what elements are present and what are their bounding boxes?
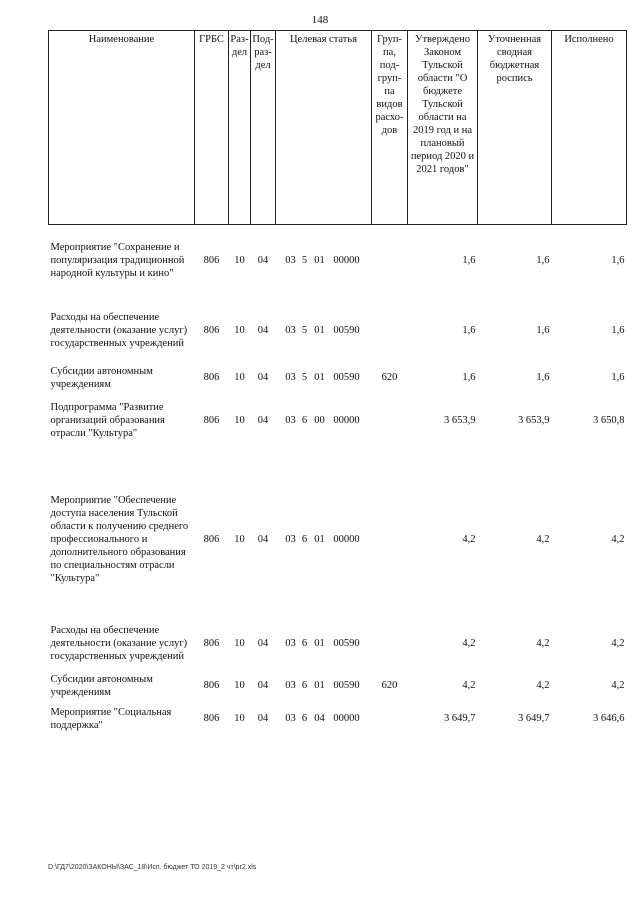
row-grbs: 806 (203, 255, 220, 267)
row-name: Подпрограмма "Развитие организаций образования отрасли "Культура" (50, 402, 165, 439)
row-utverzhdeno: 1,6 (462, 325, 476, 336)
tselevaya-part: 6 (301, 415, 308, 426)
budget-table-container (48, 30, 626, 739)
row-razdel: 10 (234, 680, 245, 691)
tselevaya-part: 5 (301, 325, 308, 336)
row-vid-rashodov (372, 225, 408, 297)
row-tselevaya (276, 673, 372, 699)
row-ispolneno: 4,2 (611, 680, 625, 691)
row-utverzhdeno: 3 649,7 (444, 713, 476, 724)
row-utverzhdeno: 4,2 (462, 638, 476, 649)
row-razdel: 10 (234, 638, 245, 649)
row-utochnennaya: 1,6 (536, 325, 550, 336)
row-razdel: 10 (234, 534, 245, 545)
table-row (49, 699, 627, 739)
table-row (49, 225, 627, 297)
tselevaya-part: 03 (285, 325, 296, 336)
row-utochnennaya: 4,2 (536, 638, 550, 649)
tselevaya-part: 00000 (333, 255, 360, 267)
row-razdel: 10 (234, 372, 245, 383)
tselevaya-part: 6 (301, 680, 308, 691)
row-podrazdel: 04 (257, 713, 269, 724)
tselevaya-part: 00590 (333, 372, 360, 383)
tselevaya-part: 5 (301, 255, 308, 267)
col-header-tselevaya: Целевая статья (276, 31, 372, 225)
row-name: Мероприятие "Сохранение и популяризация традиционной народной культуры и кино" (50, 242, 185, 280)
col-header-razdel: Раз-дел (229, 31, 251, 225)
row-razdel: 10 (234, 255, 245, 267)
row-ispolneno: 1,6 (611, 325, 625, 336)
table-row (49, 465, 627, 615)
row-grbs: 806 (203, 638, 220, 649)
tselevaya-part: 5 (301, 372, 308, 383)
row-ispolneno: 3 646,6 (593, 713, 625, 724)
row-razdel: 10 (234, 415, 245, 426)
row-utochnennaya: 3 649,7 (518, 713, 550, 724)
row-name: Расходы на обеспечение деятельности (оказание услуг) государственных учреждений (50, 312, 188, 349)
tselevaya-part: 6 (301, 713, 308, 724)
row-utverzhdeno: 4,2 (462, 534, 476, 545)
row-grbs: 806 (203, 372, 220, 383)
row-name: Мероприятие "Социальная поддержка" (50, 706, 172, 731)
row-ispolneno: 1,6 (611, 372, 625, 383)
tselevaya-part: 01 (314, 638, 325, 649)
row-spacer (49, 451, 627, 465)
row-utverzhdeno: 4,2 (462, 680, 476, 691)
tselevaya-part: 00 (314, 415, 325, 426)
row-podrazdel: 04 (257, 638, 269, 649)
tselevaya-part: 01 (314, 680, 325, 691)
tselevaya-part: 00590 (333, 325, 360, 336)
row-podrazdel: 04 (257, 255, 269, 267)
row-grbs: 806 (203, 415, 220, 426)
file-path-footer: D:\ГД7\2020\ЗАКОНЫ\ЗАС_18\Исп. бюджет ТО 2019_2 чт\pr2.xls (48, 864, 257, 871)
col-header-podrazdel: Под-раз-дел (251, 31, 276, 225)
table-row (49, 391, 627, 451)
row-utochnennaya: 3 653,9 (518, 415, 550, 426)
row-utverzhdeno: 1,6 (462, 372, 476, 383)
row-razdel: 10 (234, 325, 245, 336)
tselevaya-part: 01 (314, 534, 325, 545)
row-tselevaya (276, 615, 372, 673)
row-tselevaya (276, 365, 372, 391)
row-utochnennaya: 4,2 (536, 534, 550, 545)
row-utochnennaya: 1,6 (536, 372, 550, 383)
row-vid-rashodov (372, 615, 408, 673)
row-utverzhdeno: 1,6 (462, 255, 476, 267)
table-row (49, 615, 627, 673)
row-ispolneno: 4,2 (611, 534, 625, 545)
row-name: Мероприятие "Обеспечение доступа населения Тульской области к получению среднего профессионального и дополнительного образования по специальностям отрасли "Культура" (50, 495, 189, 584)
row-grbs: 806 (203, 680, 220, 691)
row-razdel: 10 (234, 713, 245, 724)
row-tselevaya (276, 225, 372, 297)
budget-table (48, 30, 627, 739)
tselevaya-part: 03 (285, 372, 296, 383)
col-header-grbs: ГРБС (195, 31, 229, 225)
tselevaya-part: 00000 (333, 713, 360, 724)
tselevaya-part: 03 (285, 255, 296, 267)
col-header-utochnennaya: Уточненная сводная бюджетная роспись (478, 31, 552, 225)
row-vid-rashodov (372, 465, 408, 615)
row-tselevaya (276, 391, 372, 451)
page-number: 148 (311, 14, 329, 26)
row-tselevaya (276, 297, 372, 365)
tselevaya-part: 01 (314, 372, 325, 383)
col-header-utverzhdeno: Утверждено Законом Тульской области "О бюджете Тульской области на 2019 год и на плановый период 2020 и 2021 годов" (408, 31, 478, 225)
tselevaya-part: 6 (301, 638, 308, 649)
row-utochnennaya: 4,2 (536, 680, 550, 691)
table-body (49, 225, 627, 739)
tselevaya-part: 03 (285, 415, 296, 426)
tselevaya-part: 03 (285, 680, 296, 691)
table-row (49, 365, 627, 391)
row-name: Расходы на обеспечение деятельности (оказание услуг) государственных учреждений (50, 625, 188, 662)
tselevaya-part: 03 (285, 534, 296, 545)
row-grbs: 806 (203, 534, 220, 545)
tselevaya-part: 03 (285, 713, 296, 724)
row-podrazdel: 04 (257, 415, 269, 426)
tselevaya-part: 01 (314, 325, 325, 336)
row-podrazdel: 04 (257, 534, 269, 545)
row-tselevaya (276, 465, 372, 615)
tselevaya-part: 03 (285, 638, 296, 649)
row-vid-rashodov: 620 (381, 680, 398, 691)
col-header-name: Наименование (49, 31, 195, 225)
row-name: Субсидии автономным учреждениям (50, 365, 153, 390)
row-podrazdel: 04 (257, 325, 269, 336)
col-header-gruppa: Груп-па, под-груп-па видов расхо-дов (372, 31, 408, 225)
col-header-ispolneno: Исполнено (552, 31, 627, 225)
row-vid-rashodov (372, 297, 408, 365)
row-ispolneno: 3 650,8 (593, 415, 625, 426)
row-grbs: 806 (203, 713, 220, 724)
row-podrazdel: 04 (257, 680, 269, 691)
row-grbs: 806 (203, 325, 220, 336)
row-tselevaya (276, 699, 372, 739)
table-header-row (49, 31, 627, 225)
row-vid-rashodov: 620 (381, 372, 398, 383)
tselevaya-part: 6 (301, 534, 308, 545)
tselevaya-part: 01 (314, 255, 325, 267)
table-row (49, 673, 627, 699)
row-vid-rashodov (372, 699, 408, 739)
tselevaya-part: 00000 (333, 415, 360, 426)
row-vid-rashodov (372, 391, 408, 451)
tselevaya-part: 00590 (333, 680, 360, 691)
tselevaya-part: 00000 (333, 534, 360, 545)
tselevaya-part: 04 (314, 713, 325, 724)
row-ispolneno: 1,6 (611, 255, 625, 267)
row-utochnennaya: 1,6 (536, 255, 550, 267)
table-row (49, 297, 627, 365)
row-podrazdel: 04 (257, 372, 269, 383)
row-utverzhdeno: 3 653,9 (444, 415, 476, 426)
row-name: Субсидии автономным учреждениям (50, 673, 153, 698)
row-ispolneno: 4,2 (611, 638, 625, 649)
tselevaya-part: 00590 (333, 638, 360, 649)
